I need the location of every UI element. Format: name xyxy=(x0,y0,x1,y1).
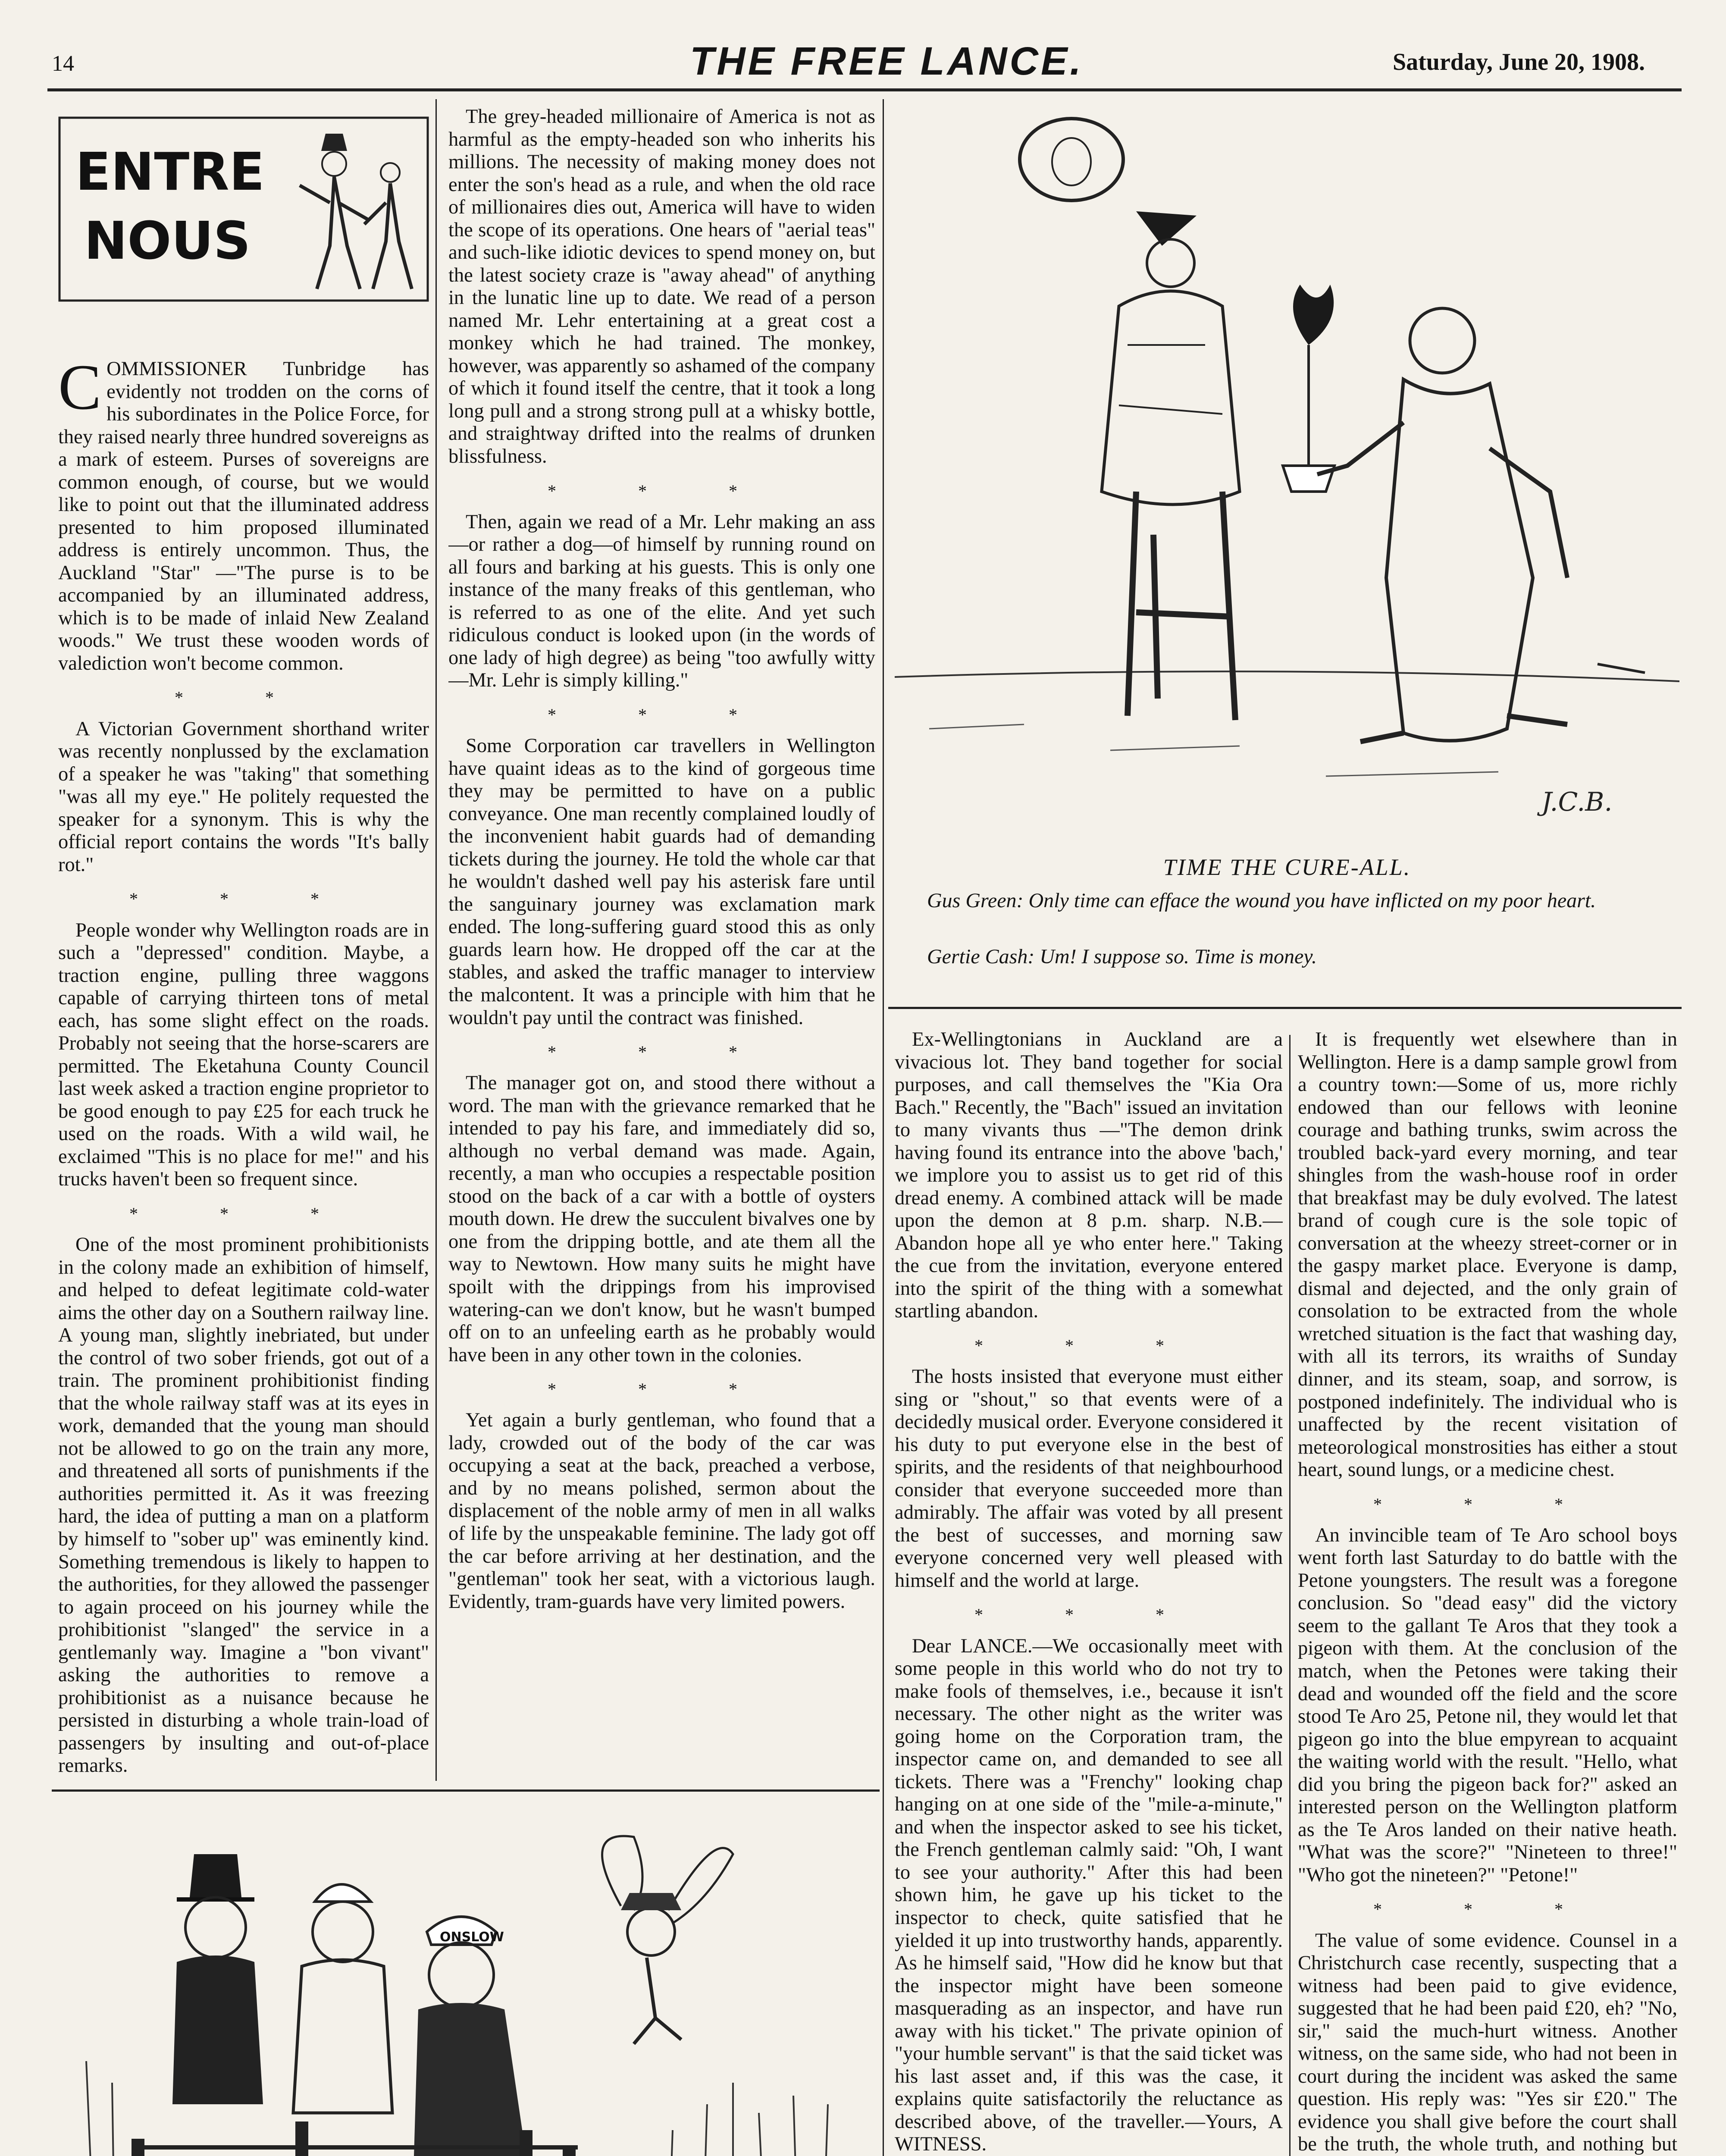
cartoon-tread-mill xyxy=(60,1802,871,2156)
cartoon-caption-line: Gus Green: Only time can efface the wound you have inflicted on my poor heart. xyxy=(927,889,1596,912)
cartoon-time-the-cure-all xyxy=(895,103,1679,828)
column-rule xyxy=(1289,1035,1291,2156)
article-paragraph: The manager got on, and stood there without a word. The man with the grievance remarked that he intended to pay his fare, and immediately did so, although no verbal demand was made. Again, recently, a man who occupies a respectable position stood on the back of a car with a bottle of oysters mouth down. He drew the succulent bivalves one by one from the dripping bottle, and ate them all the way to Newtown. How many suits he might have spoilt with the drippings from his improvised watering-can we don't know, but he wasn't bumped off on to an unfeeling earth as he probably would have been in any other town in the colonies. xyxy=(448,1072,875,1366)
section-rule xyxy=(888,1007,1682,1009)
article-paragraph: The hosts insisted that everyone must either sing or "shout," so that events were of a decidedly musical order. Everyone considered it his duty to put everyone else in the best of spirits, and the residents of that neighbourhood consider that everyone succeeded more than admirably. The affair was voted by all present the best of successes, and morning saw everyone concerned very well pleased with himself and the world at large. xyxy=(895,1366,1283,1592)
article-paragraph: Yet again a burly gentleman, who found that a lady, crowded out of the body of the car was occupying a seat at the back, preached a verbose, and by no means polished, sermon about the displacement of the noble army of men in all walks of life by the unspeakable feminine. The lady got off the car before arriving at her destination, and the "gentleman" took her seat, with a victorious laugh. Evidently, tram-guards have very limited powers. xyxy=(448,1409,875,1613)
section-separator: * * * xyxy=(1373,1899,1602,1919)
article-paragraph: Then, again we read of a Mr. Lehr making an ass—or rather a dog—of himself by running round on all fours and barking at his guests. This is only one instance of the many freaks of this gentleman, who is referred to as one of the elite. And yet such ridiculous conduct is looked upon (in the words of one lady of high degree) as being "too awfully witty—Mr. Lehr is simply killing." xyxy=(448,511,875,692)
header-rule xyxy=(47,88,1682,91)
column-4 xyxy=(1298,1028,1677,2156)
section-separator: * * xyxy=(175,688,313,708)
article-paragraph: Ex-Wellingtonians in Auckland are a vivacious lot. They band together for social purposes, and call themselves the "Kia Ora Bach." Recently, the "Bach" issued an invitation to many vivants thus —"The demon drink having found its entrance into the above 'bach,' we implore you to assist us to get rid of this dread enemy. A combined attack will be made upon the demon at 8 p.m. sharp. N.B.—Abandon hope all ye who enter here." Taking the cue from the invitation, everyone entered into the spirit of the thing with a somewhat startling abandon. xyxy=(895,1028,1283,1322)
article-paragraph: Dear LANCE.—We occasionally meet with some people in this world who do not try to make fools of themselves, i.e., because it isn't necessary. The other night as the writer was going home on the Corporation tram, the inspector came on, and demanded to see all tickets. There was a "Frenchy" looking chap hanging on at one side of the "mile-a-minute," and when the inspector asked to see his ticket, the French gentleman calmly said: "Oh, I want to see your authority." After this had been shown him, he gave up his ticket to the inspector to check, quite satisfied that he yielded it up into trustworthy hands, apparently. As he himself said, "How did he know but that the inspector might have been someone masquerading as an inspector, and have run away with his ticket." The private opinion of "your humble servant" is that the said ticket was his last asset and, if this was the case, it explains quite satisfactorily the reluctance as described above, of the traveller.—Yours, A WITNESS. xyxy=(895,1635,1283,2156)
svg-text:ENTRE: ENTRE xyxy=(75,142,265,202)
hat-label: ONSLOW xyxy=(440,1930,504,1945)
article-paragraph: One of the most prominent prohibitionists in the colony made an exhibition of himself, and helped to defeat legitimate cold-water aims the other day on a Southern railway line. A young man, slightly inebriated, but under the control of two sober friends, got out of a train. The prominent prohibitionist finding that the whole railway staff was at its eyes in work, demanded that the young man should not be allowed to go on the train any more, and threatened all sorts of punishments if the authorities permitted it. As it was freezing hard, the idea of putting a man on a platform by himself to "sober up" was eminently kind. Something tremendous is likely to happen to the authorities, for they allowed the passenger to again proceed on his journey while the prohibitionist "slanged" the service in a gentlemanly way. Imagine a "bon vivant" asking the authorities to remove a prohibitionist as a nuisance because he persisted in disturbing a whole train-load of passengers by insulting and out-of-place remarks. xyxy=(58,1234,429,1777)
entre-nous-logo xyxy=(58,116,429,302)
artist-signature: J.C.B. xyxy=(1541,787,1613,817)
section-separator: * * * xyxy=(974,1335,1203,1355)
section-separator: * * * xyxy=(548,1379,776,1399)
section-separator: * * * xyxy=(548,481,776,501)
section-separator: * * * xyxy=(548,1042,776,1062)
article-paragraph: Some Corporation car travellers in Wellington have quaint ideas as to the kind of gorgeous time they may be permitted to have on a public conveyance. One man recently complained loudly of the inconvenient habit guards had of demanding tickets during the journey. He told the whole car that he wouldn't dashed well pay his asterisk fare until the sanguinary journey was exclamation mark ended. The long-suffering guard stood this as only guards learn how. He dropped off the car at the stables, and asked the traffic manager to interview the malcontent. It was a principle with him that he wouldn't pay until the contract was finished. xyxy=(448,735,875,1029)
section-separator: * * * xyxy=(129,889,358,909)
cartoon-caption-line: Gertie Cash: Um! I suppose so. Time is money. xyxy=(927,945,1317,968)
column-2 xyxy=(448,106,875,1783)
article-paragraph: The grey-headed millionaire of America is not as harmful as the empty-headed son who inherits his millions. The necessity of making money does not enter the son's head as a rule, and when the old race of millionaires dies out, America will have to widen the scope of its operations. One hears of "aerial teas" and such-like idiotic devices to spend money on, but the latest society craze is "away ahead" of anything in the lunatic line up to date. We read of a person named Mr. Lehr entertaining at a great cost a monkey which he had trained. The monkey, however, was apparently so ashamed of the company of which it found itself the centre, that it took a long long pull and a strong strong pull at a whisky bottle, and straightway drifted into the realms of drunken blissfulness. xyxy=(448,106,875,467)
article-paragraph: A Victorian Government shorthand writer was recently nonplussed by the exclamation of a speaker he was "taking" that something "was all my eye." He politely requested the speaker for a synonym. This is why the official report contains the words "It's bally rot." xyxy=(58,718,429,876)
column-rule xyxy=(435,99,437,1781)
article-paragraph: An invincible team of Te Aro school boys went forth last Saturday to do battle with the Petone youngsters. The result was a foregone conclusion. So "dead easy" did the victory seem to the gallant Te Aros that they took a pigeon with them. At the conclusion of the match, when the Petones were taking their dead and wounded off the field and the score stood Te Aro 25, Petone nil, they would let that pigeon go into the blue empyrean to acquaint the waiting world with the result. "Hello, what did you bring the pigeon back for?" asked an interested person on the Wellington platform as the Te Aros landed on their native heath. "What was the score?" "Nineteen to three!" "Who got the nineteen?" "Petone!" xyxy=(1298,1524,1677,1886)
column-3 xyxy=(895,1028,1283,2156)
article-paragraph: COMMISSIONER Tunbridge has evidently not trodden on the corns of his subordinates in the Police Force, for they raised nearly three hundred sovereigns as a mark of esteem. Purses of sovereigns are common enough, of course, but we would like to point out that the illuminated address presented to him proposed illuminated address is entirely uncommon. Thus, the Auckland "Star" —"The purse is to be accompanied by an illuminated address, which is to be made of inlaid New Zealand woods." We trust these wooden words of valediction won't become common. xyxy=(58,358,429,674)
page-number: 14 xyxy=(52,51,74,76)
cartoon-title: TIME THE CURE-ALL. xyxy=(1163,854,1411,880)
section-rule xyxy=(52,1789,880,1792)
drop-cap: C xyxy=(58,358,102,423)
svg-text:NOUS: NOUS xyxy=(84,211,251,271)
article-paragraph: People wonder why Wellington roads are in such a "depressed" condition. Maybe, a traction engine, pulling three waggons capable of carrying thirteen tons of metal each, has some slight effect on the roads. Probably not seeing that the horse-scarers are permitted. The Eketahuna County Council last week asked a traction engine proprietor to be good enough to pay £25 for each truck he used on the roads. With a wild wail, he exclaimed "This is no place for me!" and his trucks haven't been so frequent since. xyxy=(58,919,429,1191)
section-separator: * * * xyxy=(548,705,776,724)
section-separator: * * * xyxy=(129,1203,358,1223)
column-1 xyxy=(58,358,429,1781)
section-separator: * * * xyxy=(1373,1494,1602,1514)
article-paragraph: It is frequently wet elsewhere than in Wellington. Here is a damp sample growl from a country town:—Some of us, more richly endowed than our fellows with leonine courage and bathing trunks, swim across the troubled back-yard every morning, and tear shingles from the wash-house roof in order that breakfast may be duly evolved. The latest brand of cough cure is the sole topic of conversation at the wheezy street-corner or in the gaspy market place. Everyone is damp, dismal and dejected, and the only grain of consolation to be extracted from the whole wretched situation is the fact that washing day, with all its terrors, its wraiths of Sunday dinner, and its steam, soap, and sorrow, is postponed indefinitely. The individual who is unaffected by the recent visitation of meteorological monstrosities has either a stout heart, sound lungs, or a medicine chest. xyxy=(1298,1028,1677,1481)
issue-date: Saturday, June 20, 1908. xyxy=(1393,49,1645,75)
article-paragraph: The value of some evidence. Counsel in a Christchurch case recently, suspecting that a witness had been paid to give evidence, suggested that he had been paid £20, eh? "No, sir," said the much-hurt witness. Another witness, on the same side, who had not been in court during the incident was asked the same question. His reply was: "Yes sir £20." The evidence you shall give before the court shall be the truth, the whole truth, and nothing but xyxy=(1298,1929,1677,2156)
column-rule xyxy=(883,99,884,2156)
section-separator: * * * xyxy=(974,1605,1203,1625)
masthead: THE FREE LANCE. xyxy=(690,39,1084,83)
